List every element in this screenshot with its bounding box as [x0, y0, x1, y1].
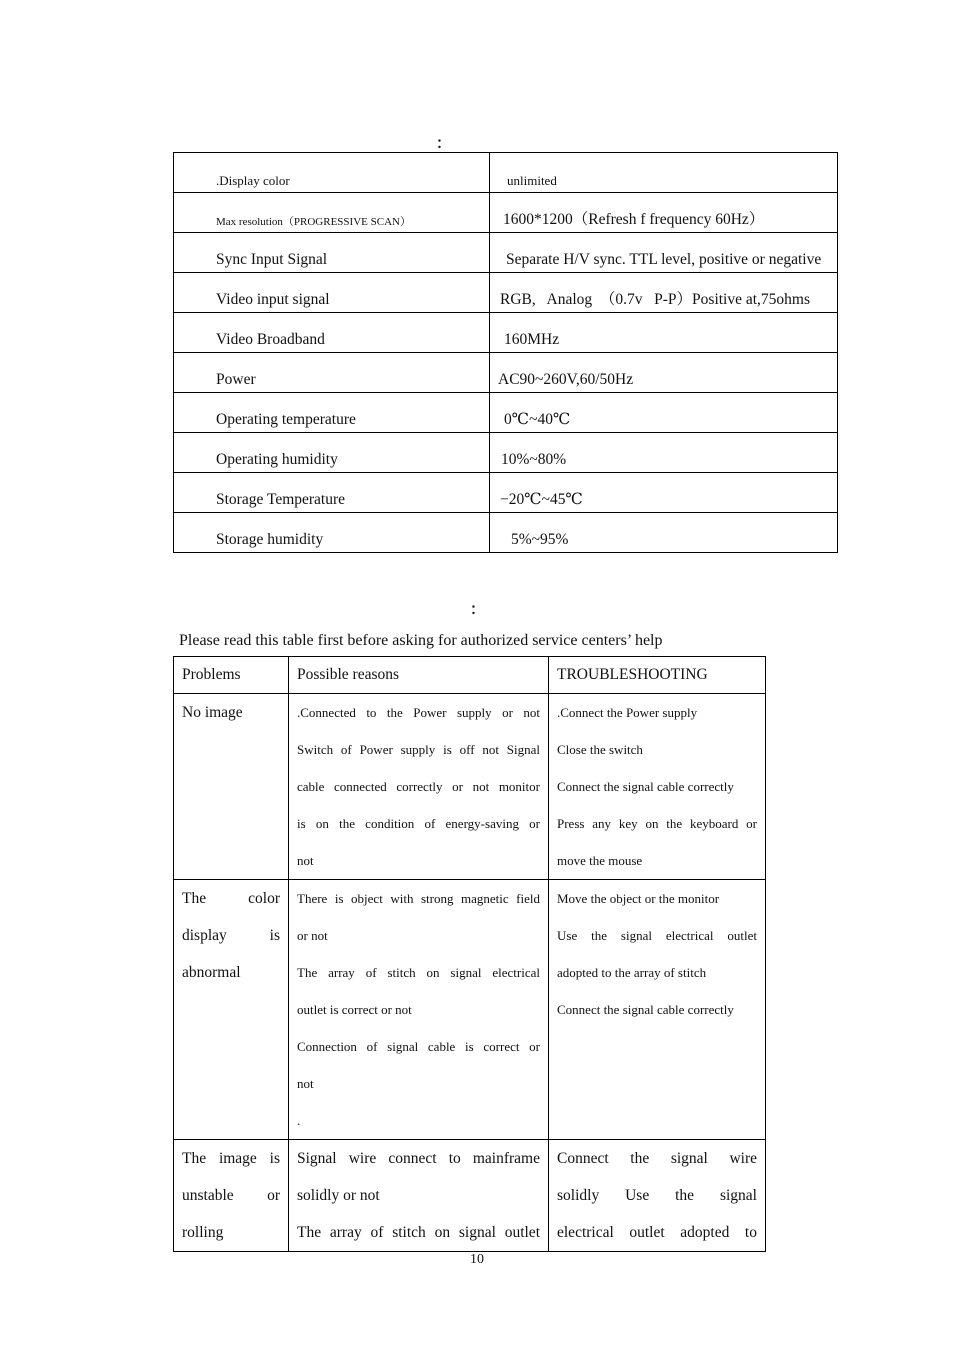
cell-line: The array of stitch on signal outlet — [297, 1224, 540, 1241]
spec-value: unlimited — [490, 153, 838, 193]
spec-key: Storage Temperature — [174, 473, 490, 513]
table-row — [174, 1140, 766, 1252]
spec-value: Separate H/V sync. TTL level, positive or negative — [490, 233, 838, 273]
fixes-cell — [549, 880, 766, 1140]
cell-line: Connect the signal cable correctly — [557, 1002, 734, 1017]
spec-row — [174, 273, 838, 313]
cell-line: The image is — [182, 1150, 280, 1167]
problem-cell — [174, 694, 289, 880]
spec-value: 5%~95% — [490, 513, 838, 553]
cell-line: abnormal — [182, 964, 241, 981]
table-row — [174, 880, 766, 1140]
spec-value: 160MHz — [490, 313, 838, 353]
header-possible-reasons: Possible reasons — [289, 657, 549, 694]
cell-line: Use the signal electrical outlet — [557, 928, 757, 943]
spec-value: 10%~80% — [490, 433, 838, 473]
reasons-cell — [289, 694, 549, 880]
spec-key: Operating humidity — [174, 433, 490, 473]
cell-line: Close the switch — [557, 742, 643, 757]
spec-key: Power — [174, 353, 490, 393]
spec-key: Sync Input Signal — [174, 233, 490, 273]
cell-line: outlet is correct or not — [297, 1002, 412, 1017]
cell-line: No image — [182, 704, 243, 721]
cell-line: Press any key on the keyboard or — [557, 816, 757, 831]
spec-row — [174, 233, 838, 273]
cell-line: electrical outlet adopted to — [557, 1224, 757, 1241]
cell-line: Connection of signal cable is correct or — [297, 1039, 540, 1054]
table-row — [174, 694, 766, 880]
spec-table — [173, 152, 838, 553]
spec-key: Video input signal — [174, 273, 490, 313]
header-problems: Problems — [174, 657, 289, 694]
spec-value: 0℃~40℃ — [490, 393, 838, 433]
problem-cell — [174, 1140, 289, 1252]
cell-line: .Connected to the Power supply or not — [297, 705, 540, 720]
spec-key: .Display color — [174, 153, 490, 193]
troubleshooting-table — [173, 656, 766, 1252]
cell-line: adopted to the array of stitch — [557, 965, 707, 980]
spec-row — [174, 393, 838, 433]
cell-line: unstable or — [182, 1187, 280, 1204]
cell-line: not — [297, 1076, 314, 1091]
spec-key: Video Broadband — [174, 313, 490, 353]
cell-line: move the mouse — [557, 853, 643, 868]
cell-line: rolling — [182, 1224, 224, 1241]
cell-line: or not — [297, 928, 328, 943]
spec-value: RGB, Analog （0.7v P-P）Positive at,75ohms — [490, 273, 838, 313]
cell-line: cable connected correctly or not monitor — [297, 779, 540, 794]
spec-row — [174, 433, 838, 473]
spec-value: −20℃~45℃ — [490, 473, 838, 513]
fixes-cell — [549, 694, 766, 880]
troubleshooting-heading-colon: ： — [470, 602, 486, 618]
spec-key: Storage humidity — [174, 513, 490, 553]
spec-heading-colon: ： — [436, 136, 452, 152]
table-header-row — [174, 657, 766, 694]
cell-line: . — [297, 1113, 301, 1128]
spec-value: 1600*1200（Refresh f frequency 60Hz） — [490, 193, 838, 233]
cell-line: solidly or not — [297, 1187, 380, 1204]
cell-line: .Connect the Power supply — [557, 705, 698, 720]
page-number: 10 — [470, 1252, 484, 1267]
spec-key: Max resolution（PROGRESSIVE SCAN） — [174, 193, 490, 233]
spec-key: Operating temperature — [174, 393, 490, 433]
cell-line: The color — [182, 890, 280, 907]
header-troubleshooting: TROUBLESHOOTING — [549, 657, 766, 694]
fixes-cell — [549, 1140, 766, 1252]
cell-line: is on the condition of energy-saving or — [297, 816, 540, 831]
reasons-cell — [289, 1140, 549, 1252]
cell-line: Signal wire connect to mainframe — [297, 1150, 540, 1167]
spec-row — [174, 313, 838, 353]
spec-value: AC90~260V,60/50Hz — [490, 353, 838, 393]
cell-line: display is — [182, 927, 280, 944]
problem-cell — [174, 880, 289, 1140]
cell-line: Move the object or the monitor — [557, 891, 720, 906]
spec-row — [174, 473, 838, 513]
cell-line: There is object with strong magnetic field — [297, 891, 540, 906]
spec-row — [174, 153, 838, 193]
spec-row — [174, 193, 838, 233]
troubleshooting-intro: Please read this table first before asking for authorized service centers’ help — [179, 632, 663, 649]
cell-line: Connect the signal cable correctly — [557, 779, 734, 794]
cell-line: Switch of Power supply is off not Signal — [297, 742, 540, 757]
cell-line: not — [297, 853, 314, 868]
cell-line: Connect the signal wire — [557, 1150, 757, 1167]
spec-row — [174, 353, 838, 393]
cell-line: solidly Use the signal — [557, 1187, 757, 1204]
spec-row — [174, 513, 838, 553]
cell-line: The array of stitch on signal electrical — [297, 965, 540, 980]
reasons-cell — [289, 880, 549, 1140]
